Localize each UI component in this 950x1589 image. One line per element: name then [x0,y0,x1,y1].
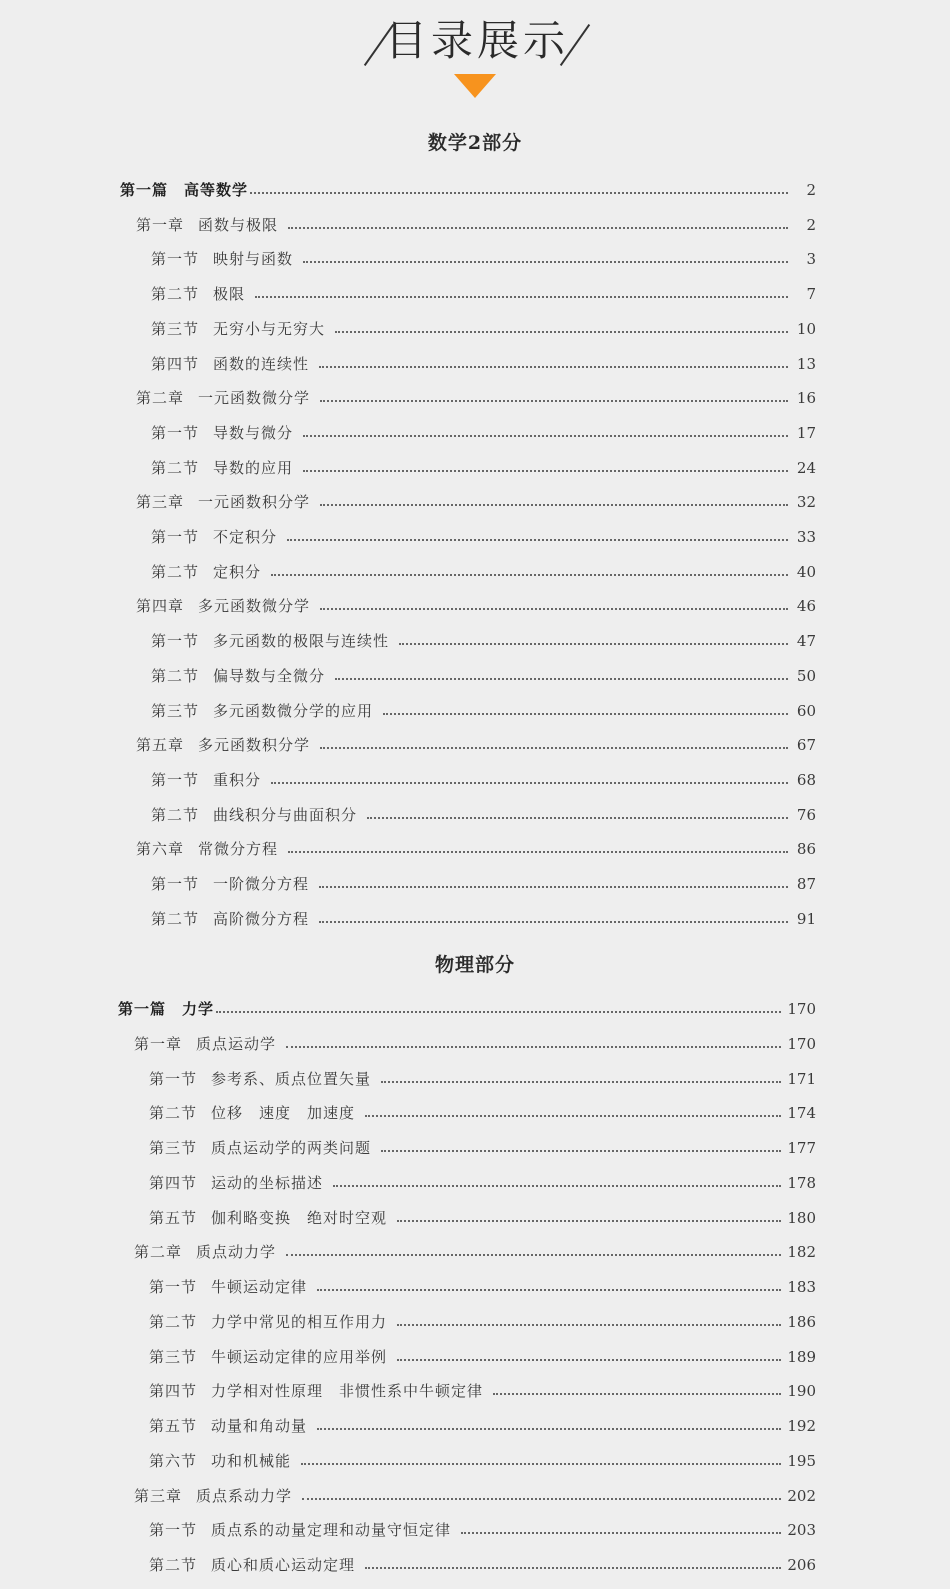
dot-leader [271,782,788,784]
dot-leader [303,261,788,263]
dot-leader [397,1324,781,1326]
dot-leader [399,643,788,645]
dot-leader [335,678,788,680]
dot-leader [493,1393,781,1395]
entry-title: 曲线积分与曲面积分 [213,806,358,824]
entry-number: 第三节 [151,702,200,720]
toc-entry-section[interactable] [151,559,816,583]
toc-entry-section[interactable] [149,1205,816,1229]
entry-title: 一元函数积分学 [198,493,311,511]
toc-entry-section[interactable] [149,1309,816,1333]
dot-leader [333,1185,781,1187]
entry-number: 第二节 [149,1556,198,1574]
entry-number: 第一节 [149,1278,198,1296]
entry-page-number: 68 [796,771,816,789]
entry-title: 质点动力学 [196,1243,277,1261]
entry-number: 第三章 [134,1487,183,1505]
entry-number: 第一节 [151,528,200,546]
entry-page-number: 178 [787,1174,816,1192]
entry-page-number: 46 [796,597,816,615]
entry-title: 动量和角动量 [211,1417,308,1435]
entry-page-number: 183 [787,1278,816,1296]
entry-page-number: 171 [787,1070,816,1088]
toc-entry-chapter[interactable] [134,1031,816,1055]
entry-number: 第五节 [149,1417,198,1435]
entry-page-number: 174 [787,1104,816,1122]
entry-page-number: 7 [806,285,816,303]
entry-page-number: 50 [796,667,816,685]
dot-leader [302,1498,781,1500]
entry-number: 第一章 [136,216,185,234]
entry-number: 第三节 [149,1348,198,1366]
toc-entry-section[interactable] [149,1135,816,1159]
entry-number: 第一节 [149,1521,198,1539]
entry-title: 一元函数微分学 [198,389,311,407]
entry-page-number: 206 [787,1556,816,1574]
dot-leader [287,539,788,541]
entry-page-number: 170 [787,1000,816,1018]
entry-title: 参考系、质点位置矢量 [211,1070,372,1088]
toc-entry-section[interactable] [151,420,816,444]
entry-number: 第一节 [149,1070,198,1088]
entry-page-number: 91 [796,910,816,928]
entry-title: 多元函数微分学 [198,597,311,615]
toc-entry-chapter[interactable] [136,385,816,409]
entry-title: 质点系动力学 [196,1487,293,1505]
entry-title: 导数与微分 [213,424,294,442]
toc-entry-section[interactable] [149,1066,816,1090]
dot-leader [319,921,788,923]
toc-entry-section[interactable] [151,698,816,722]
dot-leader [319,366,788,368]
entry-number: 第二章 [136,389,185,407]
toc-entry-section[interactable] [149,1344,816,1368]
toc-entry-section[interactable] [149,1274,816,1298]
dot-leader [320,608,788,610]
entry-number: 第一篇 [118,1000,167,1018]
entry-title: 力学中常见的相互作用力 [211,1313,388,1331]
toc-entry-part[interactable] [120,177,816,201]
dot-leader [216,1011,781,1013]
entry-title: 伽利略变换 绝对时空观 [211,1209,388,1227]
page-header [0,0,950,110]
entry-page-number: 76 [796,806,816,824]
dot-leader [397,1359,781,1361]
entry-title: 运动的坐标描述 [211,1174,324,1192]
entry-page-number: 177 [787,1139,816,1157]
entry-number: 第四章 [136,597,185,615]
toc-entry-section[interactable] [149,1448,816,1472]
toc-entry-section[interactable] [149,1552,816,1576]
entry-title: 多元函数的极限与连续性 [213,632,390,650]
page-title: 目录展示 [384,16,569,65]
entry-page-number: 202 [787,1487,816,1505]
toc-entry-section[interactable] [151,802,816,826]
toc-entry-section[interactable] [151,316,816,340]
entry-number: 第一节 [151,424,200,442]
entry-number: 第三节 [151,320,200,338]
toc-entry-chapter[interactable] [136,836,816,860]
toc-entry-chapter[interactable] [136,212,816,236]
dot-leader [320,504,788,506]
dot-leader [381,1150,781,1152]
entry-number: 第五章 [136,736,185,754]
dot-leader [381,1081,781,1083]
entry-number: 第二节 [151,285,200,303]
entry-title: 极限 [213,285,246,303]
entry-number: 第四节 [151,355,200,373]
entry-title: 位移 速度 加速度 [211,1104,356,1122]
entry-page-number: 16 [796,389,816,407]
dot-leader [286,1254,781,1256]
header-title-block [372,14,582,70]
entry-title: 高阶微分方程 [213,910,310,928]
toc-entry-section[interactable] [151,455,816,479]
entry-page-number: 24 [796,459,816,477]
entry-title: 功和机械能 [211,1452,292,1470]
toc-entry-section[interactable] [151,524,816,548]
entry-title: 映射与函数 [213,250,294,268]
entry-page-number: 32 [796,493,816,511]
section-heading: 物理部分 [434,954,515,976]
toc-entry-section[interactable] [151,281,816,305]
entry-title: 一阶微分方程 [213,875,310,893]
dot-leader [288,851,788,853]
entry-page-number: 170 [787,1035,816,1053]
entry-number: 第四节 [149,1174,198,1192]
entry-number: 第六节 [149,1452,198,1470]
toc-entry-section[interactable] [151,767,816,791]
entry-number: 第二节 [151,459,200,477]
toc-entry-section[interactable] [149,1517,816,1541]
entry-page-number: 2 [806,181,816,199]
entry-number: 第一节 [151,875,200,893]
entry-page-number: 47 [796,632,816,650]
entry-page-number: 10 [796,320,816,338]
entry-title: 常微分方程 [198,840,279,858]
entry-page-number: 192 [787,1417,816,1435]
dot-leader [286,1046,781,1048]
dot-leader [365,1115,781,1117]
toc-entry-section[interactable] [151,628,816,652]
entry-title: 导数的应用 [213,459,294,477]
entry-number: 第二节 [151,563,200,581]
entry-title: 多元函数积分学 [198,736,311,754]
entry-page-number: 40 [796,563,816,581]
entry-number: 第二节 [151,667,200,685]
entry-title: 无穷小与无穷大 [213,320,326,338]
dot-leader [320,400,788,402]
dot-leader [255,296,788,298]
entry-page-number: 180 [787,1209,816,1227]
entry-number: 第三章 [136,493,185,511]
entry-title: 函数的连续性 [213,355,310,373]
entry-title: 重积分 [213,771,262,789]
toc-entry-chapter[interactable] [136,593,816,617]
toc-entry-section[interactable] [151,663,816,687]
dot-leader [288,227,788,229]
entry-number: 第五节 [149,1209,198,1227]
entry-title: 定积分 [213,563,262,581]
entry-number: 第一节 [151,771,200,789]
entry-title: 不定积分 [213,528,278,546]
dot-leader [317,1289,781,1291]
entry-page-number: 13 [796,355,816,373]
dot-leader [365,1567,781,1569]
dot-leader [250,192,788,194]
dot-leader [383,713,788,715]
entry-page-number: 60 [796,702,816,720]
toc-entry-section[interactable] [151,871,816,895]
entry-page-number: 17 [796,424,816,442]
toc-entry-chapter[interactable] [136,732,816,756]
dot-leader [320,747,788,749]
entry-title: 牛顿运动定律的应用举例 [211,1348,388,1366]
toc-entry-chapter[interactable] [136,489,816,513]
dot-leader [397,1220,781,1222]
entry-title: 质点运动学 [196,1035,277,1053]
dot-leader [461,1532,781,1534]
toc-entry-chapter[interactable] [134,1483,816,1507]
dot-leader [319,886,788,888]
entry-title: 高等数学 [184,181,249,199]
toc-entry-section[interactable] [149,1100,816,1124]
entry-page-number: 33 [796,528,816,546]
dot-leader [271,574,788,576]
entry-number: 第四节 [149,1382,198,1400]
toc-entry-chapter[interactable] [134,1239,816,1263]
toc-entry-section[interactable] [149,1413,816,1437]
dot-leader [317,1428,781,1430]
entry-number: 第一篇 [120,181,169,199]
entry-title: 偏导数与全微分 [213,667,326,685]
entry-page-number: 87 [796,875,816,893]
entry-page-number: 86 [796,840,816,858]
entry-page-number: 67 [796,736,816,754]
entry-number: 第二节 [151,910,200,928]
entry-number: 第一章 [134,1035,183,1053]
entry-page-number: 186 [787,1313,816,1331]
entry-title: 多元函数微分学的应用 [213,702,374,720]
entry-number: 第二节 [149,1104,198,1122]
dot-leader [303,435,788,437]
entry-page-number: 2 [806,216,816,234]
entry-number: 第二节 [151,806,200,824]
entry-page-number: 3 [806,250,816,268]
dot-leader [367,817,788,819]
entry-page-number: 203 [787,1521,816,1539]
toc-entry-section[interactable] [149,1170,816,1194]
entry-title: 力学 [182,1000,215,1018]
toc-entry-section[interactable] [151,351,816,375]
dot-leader [301,1463,781,1465]
section-heading: 数学2部分 [427,132,523,154]
entry-number: 第二章 [134,1243,183,1261]
entry-page-number: 182 [787,1243,816,1261]
down-arrow-icon [454,74,496,98]
toc-entry-section[interactable] [149,1378,816,1402]
entry-page-number: 195 [787,1452,816,1470]
entry-title: 质心和质心运动定理 [211,1556,356,1574]
toc-entry-section[interactable] [151,246,816,270]
entry-title: 力学相对性原理 非惯性系中牛顿定律 [211,1382,484,1400]
dot-leader [303,470,788,472]
entry-title: 牛顿运动定律 [211,1278,308,1296]
toc-entry-section[interactable] [151,906,816,930]
entry-title: 质点运动学的两类问题 [211,1139,372,1157]
entry-number: 第一节 [151,632,200,650]
toc-entry-part[interactable] [118,996,816,1020]
entry-page-number: 189 [787,1348,816,1366]
entry-title: 函数与极限 [198,216,279,234]
dot-leader [335,331,788,333]
entry-page-number: 190 [787,1382,816,1400]
entry-number: 第二节 [149,1313,198,1331]
entry-number: 第一节 [151,250,200,268]
entry-number: 第六章 [136,840,185,858]
entry-title: 质点系的动量定理和动量守恒定律 [211,1521,452,1539]
entry-number: 第三节 [149,1139,198,1157]
